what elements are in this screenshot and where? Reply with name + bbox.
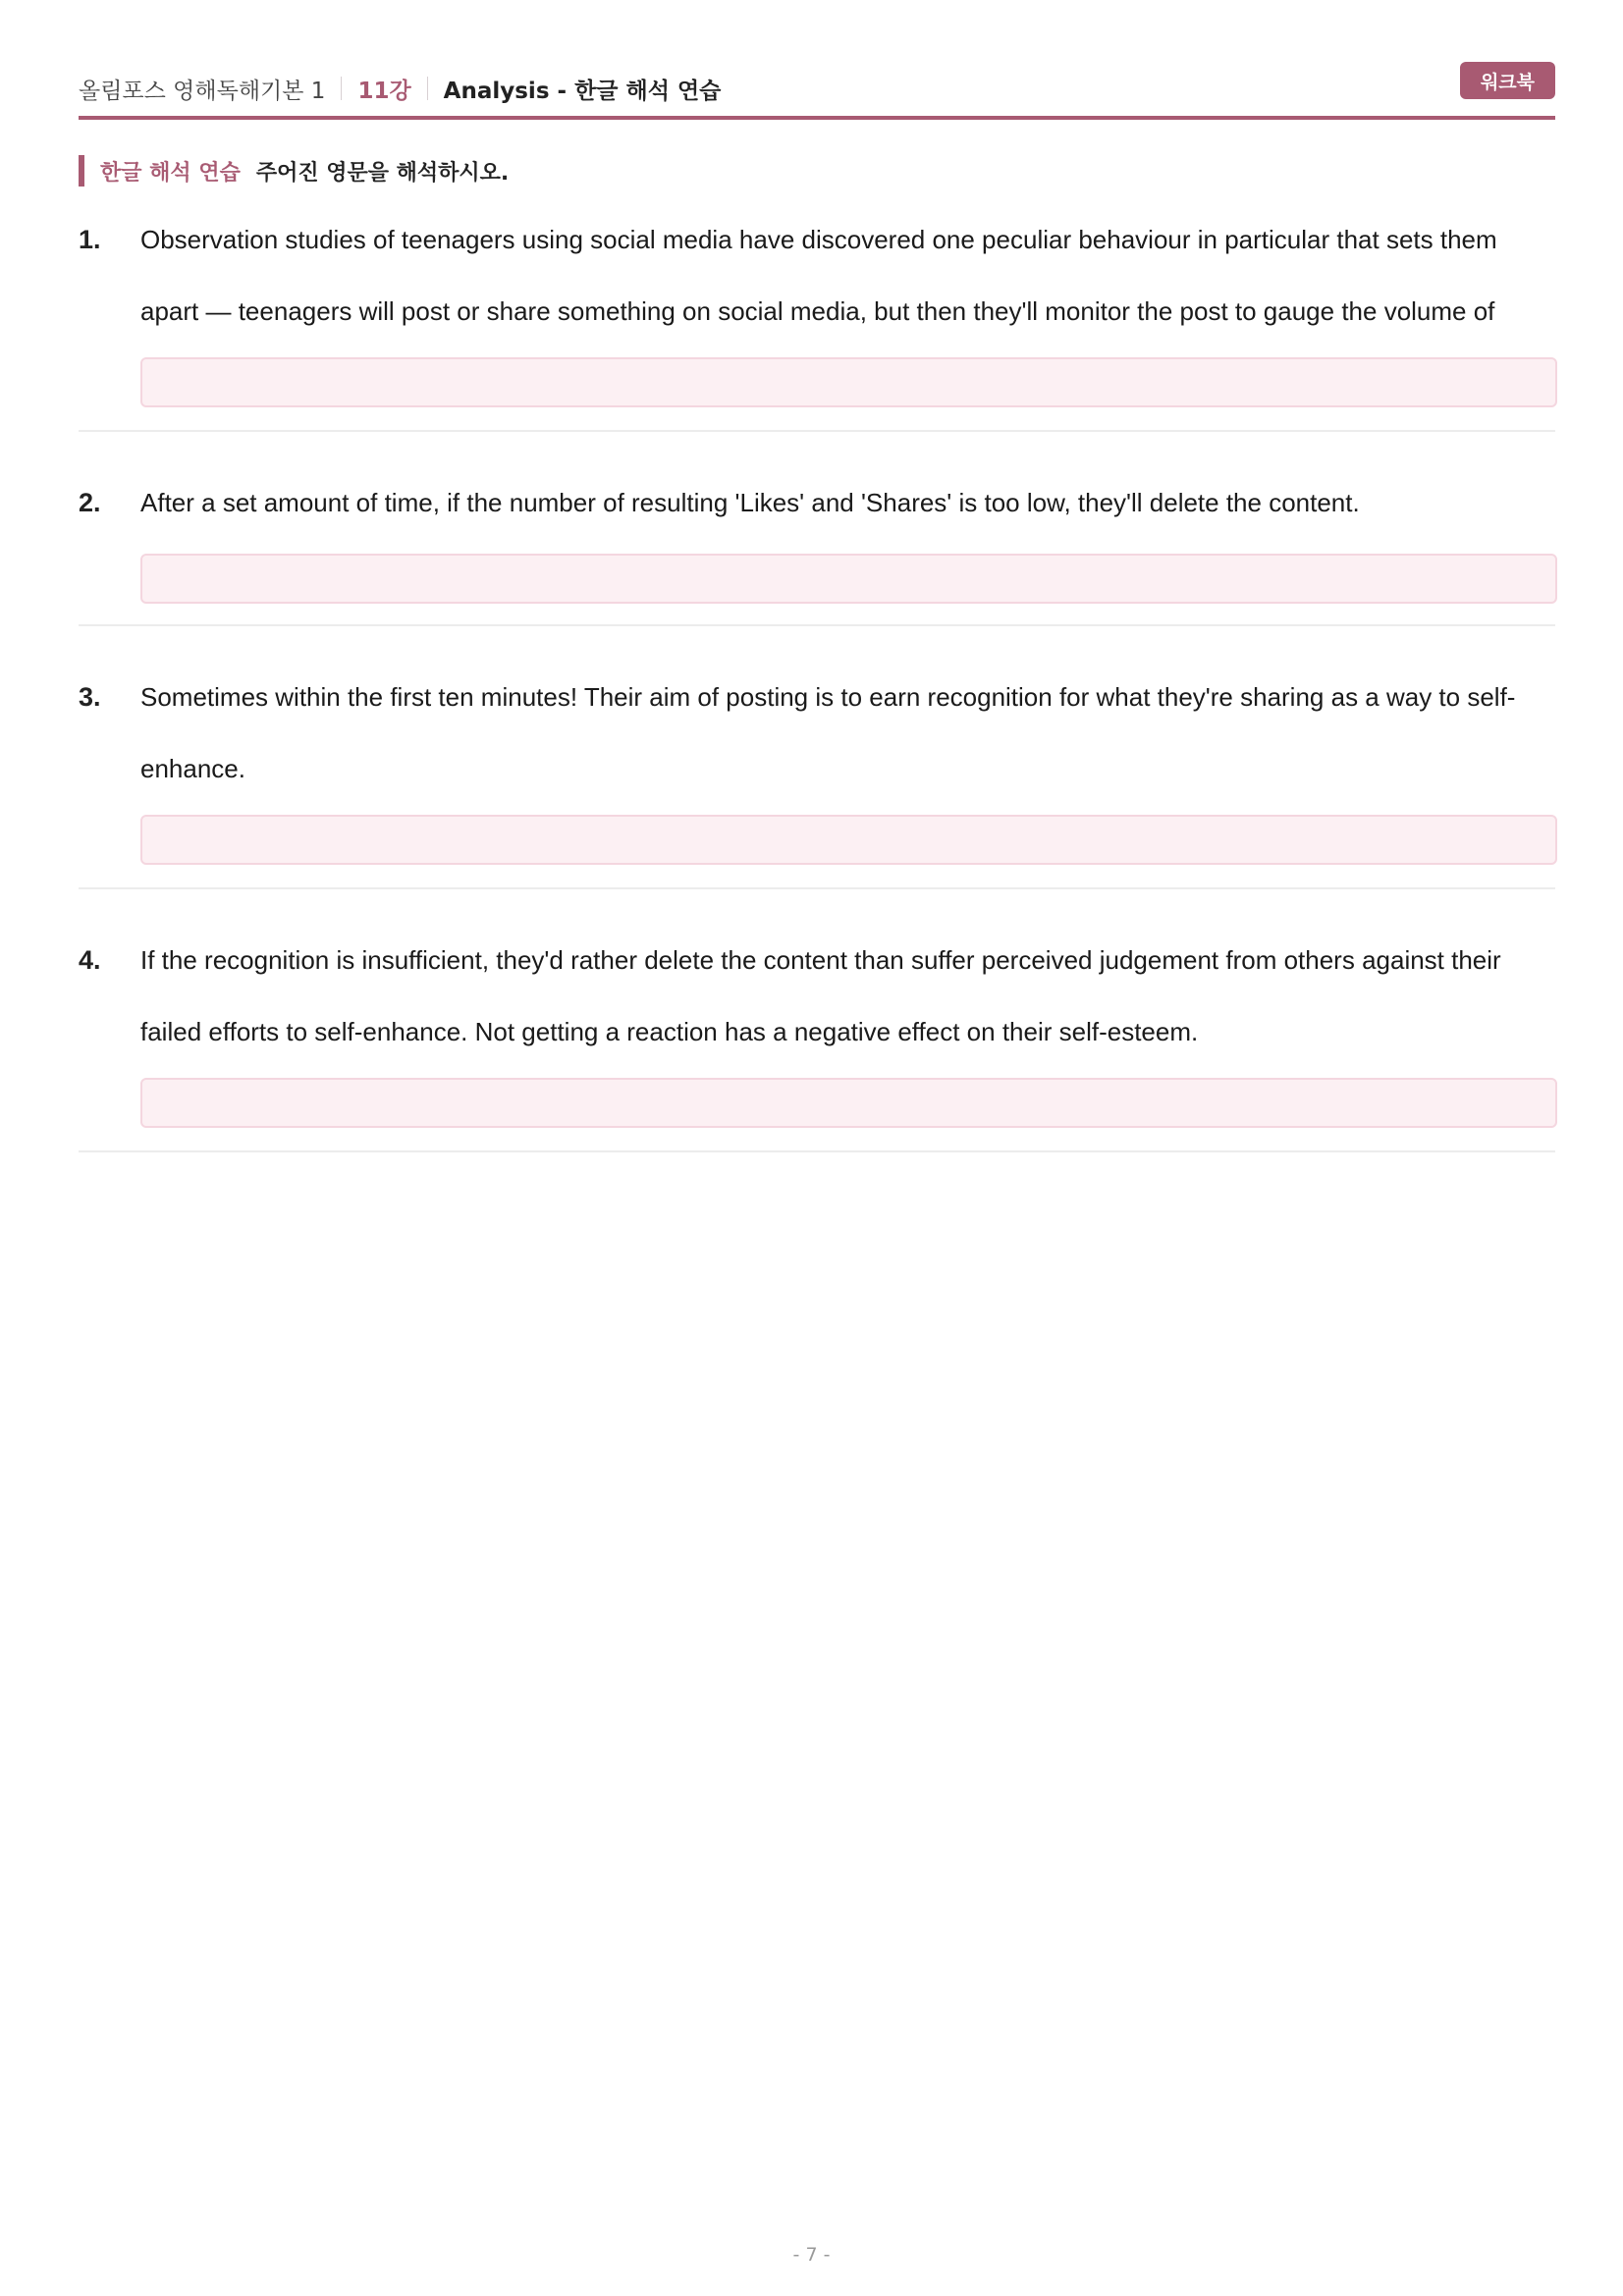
question-number: 1. — [79, 225, 101, 254]
page-number: - 7 - — [792, 2244, 831, 2266]
answer-field[interactable] — [140, 554, 1557, 604]
question-item — [79, 662, 1555, 889]
header-divider — [427, 77, 428, 100]
section-label: 한글 해석 연습 — [100, 160, 241, 186]
question-item — [79, 204, 1555, 432]
question-number: 2. — [79, 488, 101, 517]
book-title: 올림포스 영해독해기본 1 — [79, 78, 326, 104]
page-title: Analysis - 한글 해석 연습 — [443, 78, 722, 104]
question-item — [79, 925, 1555, 1152]
page-header — [79, 61, 1555, 120]
question-item — [79, 467, 1555, 626]
answer-field[interactable] — [140, 1078, 1557, 1128]
lesson-number: 11강 — [357, 78, 411, 104]
header-divider — [341, 77, 342, 100]
question-text: After a set amount of time, if the number of resulting 'Likes' and 'Shares' is too low, they'll delete the content. — [140, 488, 1360, 517]
question-text: If the recognition is insufficient, they'd rather delete the content than suffer perceived judgement from others against their failed efforts to self-enhance. Not getting a reaction has a negative effect on their self-esteem. — [140, 945, 1501, 1046]
answer-field[interactable] — [140, 815, 1557, 865]
question-text: Sometimes within the first ten minutes! Their aim of posting is to earn recognition for what they're sharing as a way to self-enhance. — [140, 682, 1516, 783]
question-number: 3. — [79, 682, 101, 712]
section-heading — [79, 155, 509, 187]
worksheet-page — [79, 0, 1555, 2296]
section-instruction: 주어진 영문을 해석하시오. — [255, 160, 510, 186]
question-number: 4. — [79, 945, 101, 975]
question-text: Observation studies of teenagers using social media have discovered one peculiar behaviour in particular that sets them apart — teenagers will post or share something on social media, but then they'll monitor the post to gauge the volume of — [140, 225, 1497, 326]
answer-field[interactable] — [140, 357, 1557, 407]
workbook-badge: 워크북 — [1460, 62, 1555, 99]
